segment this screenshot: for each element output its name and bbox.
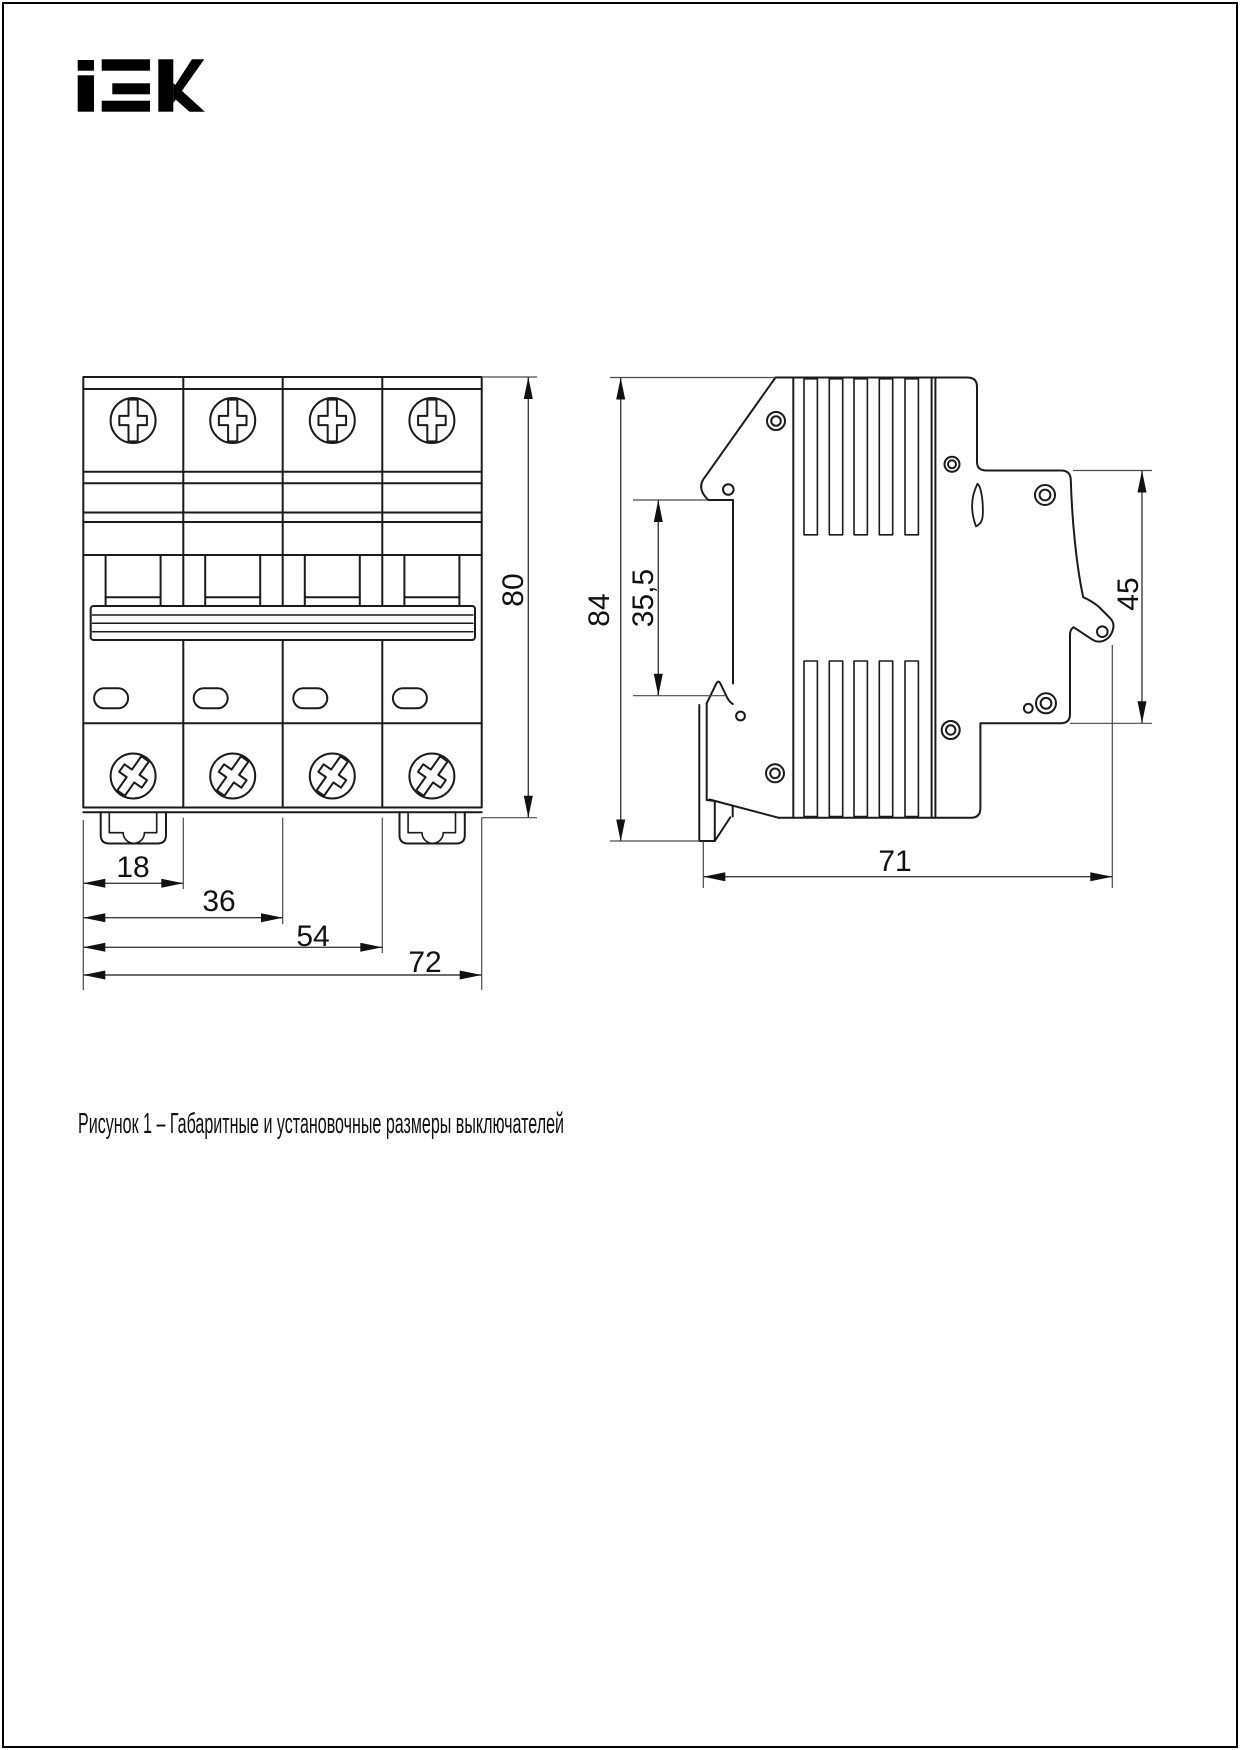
front-view-dimensions: [83, 377, 537, 990]
dim-label-18: 18: [116, 851, 150, 884]
iek-logo: [78, 59, 205, 111]
dim-label-80: 80: [497, 573, 530, 607]
side-view-drawing: [699, 378, 1113, 842]
dim-label-71: 71: [878, 845, 912, 878]
dim-label-35-5: 35,5: [627, 568, 660, 628]
label-window: [94, 688, 128, 708]
toggle-tie-bar: [91, 606, 475, 640]
dim-label-36: 36: [202, 885, 236, 918]
breaker-body-side: [701, 378, 1113, 818]
vent-slots-top: [804, 379, 918, 535]
toggle-handle: [106, 555, 161, 606]
din-hook: [707, 682, 733, 704]
logo-k-stem: [158, 59, 173, 111]
dim-label-54: 54: [296, 920, 330, 953]
vent-slots-bottom: [804, 661, 918, 817]
rivets: [723, 412, 1108, 782]
logo-e-bottom: [102, 101, 150, 112]
front-view-drawing: [83, 377, 481, 844]
logo-e-top: [102, 59, 150, 70]
page-border: [3, 3, 1237, 1747]
logo-i-dot: [78, 60, 94, 71]
dim-label-84: 84: [583, 593, 616, 627]
dimension-lines: [83, 377, 528, 975]
terminal-screw-top: [111, 398, 156, 443]
dim-label-72: 72: [408, 946, 442, 979]
din-rail-clip: [101, 812, 166, 843]
extension-lines: [83, 377, 537, 990]
logo-e-mid: [112, 83, 150, 94]
figure-caption: Рисунок 1 – Габаритные и установочные размеры выключателей: [78, 1108, 564, 1140]
dimension-arrows: [83, 377, 533, 980]
terminal-screw-bottom: [110, 751, 157, 801]
dimension-arrows: [616, 378, 1146, 882]
logo-i-stem: [78, 75, 94, 111]
crescent-slot: [972, 484, 983, 527]
dim-label-45: 45: [1112, 577, 1145, 611]
